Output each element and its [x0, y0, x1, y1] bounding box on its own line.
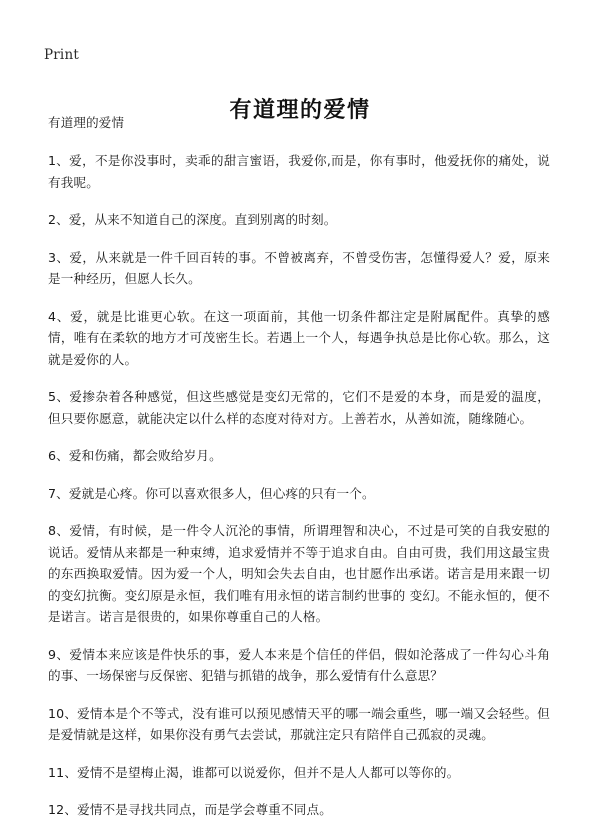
paragraph-10: 10、爱情本是个不等式，没有谁可以预见感情天平的哪一端会重些，哪一端又会轻些。但是爱情就是这样，如果你没有勇气去尝试，那就注定只有陪伴自己孤寂的灵魂。 — [48, 705, 550, 742]
paragraph-11: 11、爱情不是望梅止渴，谁都可以说爱你，但并不是人人都可以等你的。 — [48, 764, 460, 780]
paragraph-6: 6、爱和伤痛，都会败给岁月。 — [48, 448, 222, 463]
paragraph-2: 2、爱，从来不知道自己的深度。直到别离的时刻。 — [48, 212, 337, 227]
paragraph-3: 3、爱，从来就是一件千回百转的事。不曾被离弃，不曾受伤害，怎懂得爱人？爱，原来是一种经历，但愿人长久。 — [48, 249, 550, 286]
paragraph-4: 4、爱，就是比谁更心软。在这一项面前，其他一切条件都注定是附属配件。真挚的感情，唯有在柔软的地方才可茂密生长。若遇上一个人，每遇争执总是比你心软。那么，这就是爱你的人。 — [48, 308, 550, 367]
document-subtitle: 有道理的爱情 — [48, 115, 125, 130]
print-link[interactable]: Print — [44, 47, 79, 63]
paragraph-1: 1、爱，不是你没事时，卖乖的甜言蜜语，我爱你,而是，你有事时，他爱抚你的痛处，说有我呢。 — [48, 153, 550, 190]
paragraph-7: 7、爱就是心疼。你可以喜欢很多人，但心疼的只有一个。 — [48, 485, 375, 501]
paragraph-8: 8、爱情，有时候，是一件令人沉沦的事情，所谓理智和决心，不过是可笑的自我安慰的说话。爱情从来都是一种束缚，追求爱情并不等于追求自由。自由可贵，我们用这最宝贵的东西换取爱情。因为爱一个人，明知会失去自由，也甘愿作出承诺。诺言是用来跟一切的变幻抗衡。变幻原是永恒，我们唯有用永恒的诺言制约世事的 变幻。不能永恒的，便不是诺言。诺言是很贵的，如果你尊重自己的人格。 — [48, 523, 550, 624]
document-body — [48, 113, 550, 821]
paragraph-9: 9、爱情本来应该是件快乐的事，爱人本来是个信任的伴侣，假如沦落成了一件勾心斗角的事、一场保密与反保密、犯错与抓错的战争，那么爱情有什么意思？ — [48, 646, 550, 683]
print-toolbar — [44, 45, 79, 63]
paragraph-12: 12、爱情不是寻找共同点，而是学会尊重不同点。 — [48, 802, 332, 817]
page-title: 有道理的爱情 — [229, 97, 371, 123]
paragraph-5: 5、爱掺杂着各种感觉，但这些感觉是变幻无常的，它们不是爱的本身，而是爱的温度，但只要你愿意，就能决定以什么样的态度对待对方。上善若水，从善如流，随缘随心。 — [48, 389, 550, 426]
